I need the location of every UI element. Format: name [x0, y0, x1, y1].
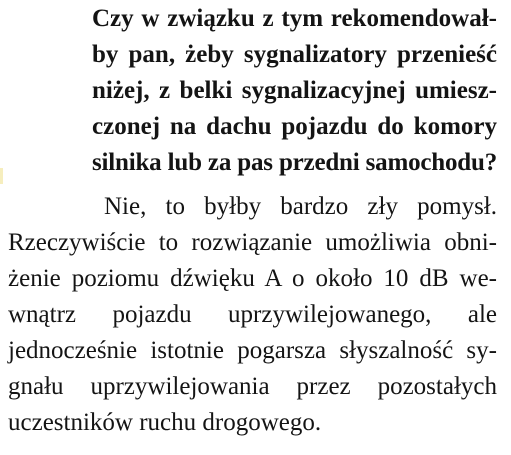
question-line: niżej, z belki sygnalizacyjnej umiesz-	[92, 77, 497, 104]
question-line: silnika lub za pas przedni samochodu?	[92, 149, 497, 176]
answer-line: gnału uprzywilejowania przez pozostałych	[8, 373, 497, 400]
question-line: czonej na dachu pojazdu do komory	[92, 113, 497, 140]
question-line: by pan, żeby sygnalizatory przenieść	[92, 41, 497, 68]
answer-line: jednocześnie istotnie pogarsza słyszalność sy-	[8, 337, 497, 364]
answer-line: wnątrz pojazdu uprzywilejowanego, ale	[8, 301, 497, 328]
answer-line: Nie, to byłby bardzo zły pomysł.	[104, 193, 497, 220]
question-line: Czy w związku z tym rekomendował-	[92, 5, 497, 32]
answer-line: Rzeczywiście to rozwiązanie umożliwia obni-	[8, 229, 497, 256]
margin-highlight-mark	[0, 168, 3, 184]
answer-line: żenie poziomu dźwięku A o około 10 dB we-	[8, 265, 497, 292]
answer-line: uczestników ruchu drogowego.	[8, 409, 322, 436]
